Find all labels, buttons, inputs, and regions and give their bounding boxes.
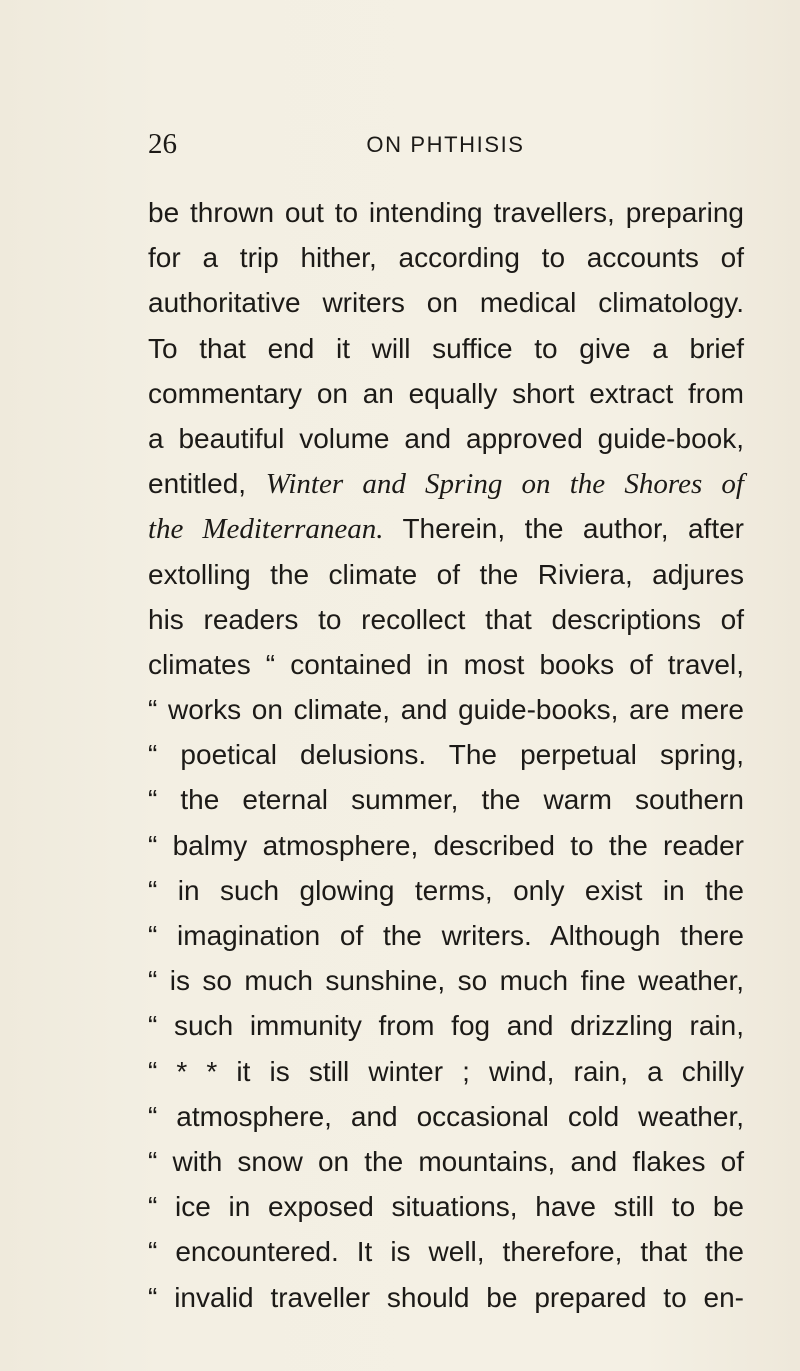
text-line: be thrown out to intending travellers, preparing xyxy=(148,197,744,228)
text-line: a beautiful volume and approved guide-book, xyxy=(148,422,744,454)
text-line: To that end it will suffice to give a brief xyxy=(148,332,744,364)
italic-book-title: the Mediterranean. xyxy=(148,513,384,546)
text-line: authoritative writers on medical climatology. xyxy=(148,287,744,319)
text-line: “ ice in exposed situations, have still to be xyxy=(148,1191,744,1223)
text-line xyxy=(148,506,744,551)
italic-book-title: Winter and Spring on the Shores of xyxy=(265,468,744,501)
text-line: “ in such glowing terms, only exist in the xyxy=(148,874,744,906)
text-line: for a trip hither, according to accounts of xyxy=(148,242,744,274)
text-line: “ with snow on the mountains, and flakes of xyxy=(148,1145,744,1177)
text-line: “ balmy atmosphere, described to the reader xyxy=(148,829,744,861)
text-line: “ imagination of the writers. Although there xyxy=(148,920,744,951)
text-line: “ invalid traveller should be prepared to en- xyxy=(148,1281,744,1313)
text-line xyxy=(148,461,744,506)
text-line: “ such immunity from fog and drizzling rain, xyxy=(148,1010,744,1042)
running-head xyxy=(148,128,743,162)
text-line: “ works on climate, and guide-books, are mere xyxy=(148,694,744,726)
page-number: 26 xyxy=(148,128,177,160)
text-line: his readers to recollect that descriptions of xyxy=(148,603,744,635)
text-line: “ encountered. It is well, therefore, that the xyxy=(148,1236,744,1268)
running-title: ON PHTHISIS xyxy=(366,132,525,157)
text-segment: Therein, the author, after xyxy=(383,513,744,545)
text-line: “ poetical delusions. The perpetual spring, xyxy=(148,739,744,771)
text-line: “ the eternal summer, the warm southern xyxy=(148,784,744,816)
text-line: climates “ contained in most books of travel, xyxy=(148,648,744,680)
text-line: “ * * it is still winter ; wind, rain, a chilly xyxy=(148,1055,744,1087)
text-line: “ atmosphere, and occasional cold weather, xyxy=(148,1100,744,1132)
text-segment: entitled, xyxy=(148,468,266,500)
text-line: commentary on an equally short extract from xyxy=(148,377,744,409)
text-line: extolling the climate of the Riviera, adjures xyxy=(148,558,744,590)
text-line: “ is so much sunshine, so much fine weather, xyxy=(148,965,744,997)
body-text xyxy=(148,190,744,1320)
